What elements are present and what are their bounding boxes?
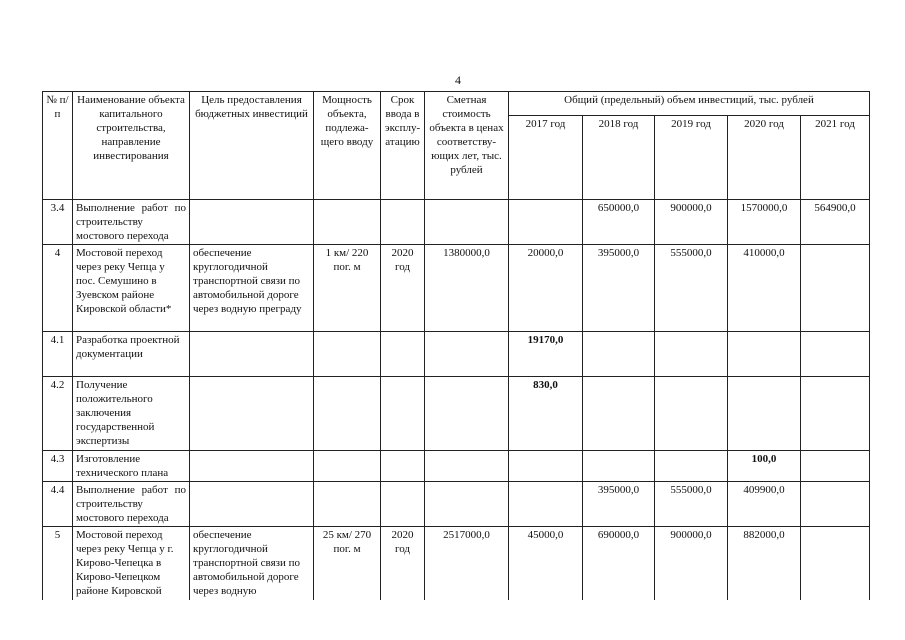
cell-goal (190, 332, 314, 377)
cell-goal (190, 200, 314, 245)
header-goal: Цель предоставления бюджетных инвестиций (190, 92, 314, 200)
cell-num: 4 (43, 245, 73, 332)
header-total-investment: Общий (предельный) объем инвестиций, тыс. рублей (509, 92, 870, 116)
cell-2019 (655, 451, 728, 482)
cell-name: Получение положительного заключения государственной экспертизы (73, 377, 190, 451)
cell-capacity (314, 482, 381, 527)
header-num: № п/п (43, 92, 73, 200)
cell-2021 (801, 245, 870, 332)
cell-2017: 19170,0 (509, 332, 583, 377)
cell-goal: обеспечение круглогодичной транспортной связи по автомобильной дороге через водную (190, 527, 314, 601)
header-year-2021: 2021 год (801, 116, 870, 200)
cell-2021 (801, 332, 870, 377)
header-year-2019: 2019 год (655, 116, 728, 200)
cell-name: Выполнение работ по строительству мостового перехода (73, 482, 190, 527)
cell-2018: 395000,0 (583, 482, 655, 527)
cell-2019: 900000,0 (655, 527, 728, 601)
cell-2017: 830,0 (509, 377, 583, 451)
cell-2018 (583, 332, 655, 377)
cell-2018: 650000,0 (583, 200, 655, 245)
cell-name: Разработка проектной документации (73, 332, 190, 377)
cell-num: 4.2 (43, 377, 73, 451)
cell-2017 (509, 451, 583, 482)
cell-cost (425, 332, 509, 377)
cell-name: Мостовой переход через реку Чепца у г. Кирово-Чепецка в Кирово-Чепецком районе Кировской (73, 527, 190, 601)
cell-2020: 409900,0 (728, 482, 801, 527)
cell-2017 (509, 200, 583, 245)
cell-2017: 20000,0 (509, 245, 583, 332)
cell-term (381, 332, 425, 377)
cell-2020: 882000,0 (728, 527, 801, 601)
cell-name: Изготовление технического плана (73, 451, 190, 482)
cell-2021 (801, 377, 870, 451)
cell-term: 2020 год (381, 527, 425, 601)
cell-term (381, 377, 425, 451)
cell-capacity (314, 200, 381, 245)
table-row (43, 332, 870, 377)
cell-capacity (314, 377, 381, 451)
cell-goal (190, 451, 314, 482)
cell-num: 3.4 (43, 200, 73, 245)
cell-num: 5 (43, 527, 73, 601)
page-number: 4 (455, 73, 461, 87)
investment-table-container (42, 91, 871, 600)
cell-name: Выполнение работ по строительству мостового перехода (73, 200, 190, 245)
cell-2019 (655, 332, 728, 377)
cell-2020: 410000,0 (728, 245, 801, 332)
cell-2018 (583, 451, 655, 482)
cell-num: 4.1 (43, 332, 73, 377)
cell-cost (425, 451, 509, 482)
table-row (43, 482, 870, 527)
cell-2017 (509, 482, 583, 527)
header-year-2017: 2017 год (509, 116, 583, 200)
cell-term (381, 482, 425, 527)
cell-2018 (583, 377, 655, 451)
cell-2021: 564900,0 (801, 200, 870, 245)
cell-capacity (314, 451, 381, 482)
header-cost: Сметная стоимость объекта в ценах соответству-ющих лет, тыс. рублей (425, 92, 509, 200)
cell-2019: 555000,0 (655, 482, 728, 527)
cell-name: Мостовой переход через реку Чепца у пос. Семушино в Зуевском районе Кировской области* (73, 245, 190, 332)
cell-2021 (801, 482, 870, 527)
cell-cost (425, 482, 509, 527)
cell-2020: 1570000,0 (728, 200, 801, 245)
cell-goal: обеспечение круглогодичной транспортной связи по автомобильной дороге через водную преграду (190, 245, 314, 332)
cell-term (381, 200, 425, 245)
cell-term: 2020 год (381, 245, 425, 332)
header-name: Наименование объекта капитального строительства, направление инвестирования (73, 92, 190, 200)
cell-cost: 1380000,0 (425, 245, 509, 332)
cell-2018: 690000,0 (583, 527, 655, 601)
cell-2020 (728, 332, 801, 377)
header-term: Срок ввода в эксплу-атацию (381, 92, 425, 200)
cell-2020 (728, 377, 801, 451)
cell-goal (190, 482, 314, 527)
header-year-2020: 2020 год (728, 116, 801, 200)
cell-2019 (655, 377, 728, 451)
table-row (43, 245, 870, 332)
header-capacity: Мощность объекта, подлежа-щего вводу (314, 92, 381, 200)
table-row (43, 377, 870, 451)
investment-table (42, 91, 870, 600)
table-row (43, 200, 870, 245)
header-year-2018: 2018 год (583, 116, 655, 200)
cell-term (381, 451, 425, 482)
cell-goal (190, 377, 314, 451)
cell-capacity: 1 км/ 220 пог. м (314, 245, 381, 332)
table-row (43, 527, 870, 601)
cell-2021 (801, 451, 870, 482)
cell-cost (425, 377, 509, 451)
table-row (43, 451, 870, 482)
cell-2019: 900000,0 (655, 200, 728, 245)
cell-2019: 555000,0 (655, 245, 728, 332)
cell-2020: 100,0 (728, 451, 801, 482)
cell-2018: 395000,0 (583, 245, 655, 332)
cell-cost (425, 200, 509, 245)
cell-num: 4.3 (43, 451, 73, 482)
cell-capacity (314, 332, 381, 377)
cell-cost: 2517000,0 (425, 527, 509, 601)
cell-2021 (801, 527, 870, 601)
cell-2017: 45000,0 (509, 527, 583, 601)
cell-num: 4.4 (43, 482, 73, 527)
cell-capacity: 25 км/ 270 пог. м (314, 527, 381, 601)
